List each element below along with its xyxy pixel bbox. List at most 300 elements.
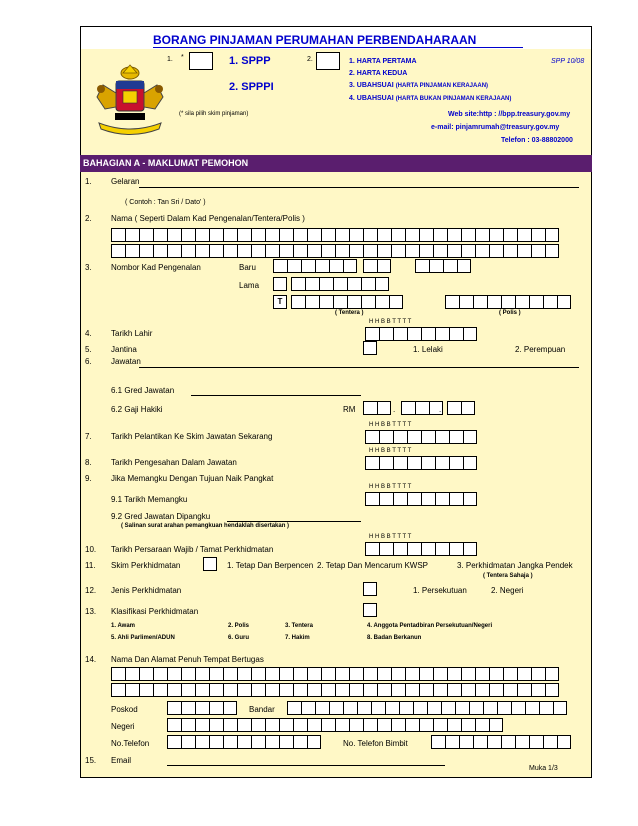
entry-cell[interactable] bbox=[531, 667, 545, 681]
entry-cell[interactable] bbox=[419, 228, 433, 242]
entry-cell[interactable] bbox=[377, 718, 391, 732]
entry-cell[interactable] bbox=[401, 401, 415, 415]
police-number-boxes[interactable] bbox=[445, 295, 571, 309]
entry-cell[interactable] bbox=[435, 327, 449, 341]
entry-cell[interactable] bbox=[125, 228, 139, 242]
entry-cell[interactable] bbox=[365, 430, 379, 444]
entry-cell[interactable] bbox=[279, 718, 293, 732]
entry-cell[interactable] bbox=[391, 718, 405, 732]
entry-cell[interactable] bbox=[209, 667, 223, 681]
entry-cell[interactable] bbox=[293, 683, 307, 697]
entry-cell[interactable] bbox=[365, 542, 379, 556]
entry-cell[interactable] bbox=[421, 492, 435, 506]
entry-cell[interactable] bbox=[167, 683, 181, 697]
entry-cell[interactable] bbox=[335, 228, 349, 242]
entry-cell[interactable] bbox=[305, 295, 319, 309]
entry-cell[interactable] bbox=[307, 228, 321, 242]
address-boxes-row-1[interactable] bbox=[111, 667, 559, 681]
entry-cell[interactable] bbox=[181, 718, 195, 732]
entry-cell[interactable] bbox=[475, 228, 489, 242]
entry-cell[interactable] bbox=[433, 244, 447, 258]
entry-cell[interactable] bbox=[167, 667, 181, 681]
entry-cell[interactable] bbox=[421, 430, 435, 444]
entry-cell[interactable] bbox=[321, 683, 335, 697]
entry-cell[interactable] bbox=[447, 718, 461, 732]
entry-cell[interactable] bbox=[475, 244, 489, 258]
mobile-boxes[interactable] bbox=[431, 735, 571, 749]
entry-cell[interactable] bbox=[357, 701, 371, 715]
entry-cell[interactable] bbox=[335, 244, 349, 258]
entry-cell[interactable] bbox=[455, 701, 469, 715]
entry-cell[interactable] bbox=[489, 228, 503, 242]
entry-cell[interactable] bbox=[457, 259, 471, 273]
entry-cell[interactable] bbox=[377, 683, 391, 697]
entry-cell[interactable] bbox=[223, 683, 237, 697]
entry-cell[interactable] bbox=[501, 735, 515, 749]
confirmation-date-boxes[interactable] bbox=[365, 456, 477, 470]
entry-cell[interactable] bbox=[475, 683, 489, 697]
entry-cell[interactable] bbox=[375, 277, 389, 291]
entry-cell[interactable] bbox=[489, 667, 503, 681]
entry-cell[interactable] bbox=[463, 430, 477, 444]
entry-cell[interactable] bbox=[487, 735, 501, 749]
entry-cell[interactable] bbox=[463, 492, 477, 506]
entry-cell[interactable] bbox=[429, 259, 443, 273]
city-boxes[interactable] bbox=[287, 701, 567, 715]
entry-cell[interactable] bbox=[463, 456, 477, 470]
entry-cell[interactable] bbox=[393, 327, 407, 341]
entry-cell[interactable] bbox=[237, 244, 251, 258]
entry-cell[interactable] bbox=[449, 327, 463, 341]
entry-cell[interactable] bbox=[167, 244, 181, 258]
entry-cell[interactable] bbox=[407, 492, 421, 506]
entry-cell[interactable] bbox=[111, 667, 125, 681]
name-boxes-row-2[interactable] bbox=[111, 244, 559, 258]
entry-cell[interactable] bbox=[251, 735, 265, 749]
entry-cell[interactable] bbox=[319, 295, 333, 309]
entry-cell[interactable] bbox=[447, 683, 461, 697]
entry-cell[interactable] bbox=[393, 492, 407, 506]
grade-line[interactable] bbox=[191, 395, 361, 396]
entry-cell[interactable] bbox=[545, 683, 559, 697]
entry-cell[interactable] bbox=[407, 456, 421, 470]
entry-cell[interactable] bbox=[531, 683, 545, 697]
entry-cell[interactable] bbox=[251, 228, 265, 242]
state-boxes[interactable] bbox=[167, 718, 503, 732]
entry-cell[interactable] bbox=[531, 228, 545, 242]
entry-cell[interactable] bbox=[435, 492, 449, 506]
entry-cell[interactable] bbox=[385, 701, 399, 715]
entry-cell[interactable] bbox=[279, 667, 293, 681]
entry-cell[interactable] bbox=[407, 430, 421, 444]
entry-cell[interactable] bbox=[557, 295, 571, 309]
entry-cell[interactable] bbox=[291, 277, 305, 291]
entry-cell[interactable] bbox=[279, 244, 293, 258]
entry-cell[interactable] bbox=[223, 244, 237, 258]
entry-cell[interactable] bbox=[487, 295, 501, 309]
entry-cell[interactable] bbox=[545, 667, 559, 681]
entry-cell[interactable] bbox=[365, 327, 379, 341]
entry-cell[interactable] bbox=[349, 683, 363, 697]
salary-boxes-1[interactable] bbox=[363, 401, 391, 415]
entry-cell[interactable] bbox=[391, 228, 405, 242]
entry-cell[interactable] bbox=[415, 259, 429, 273]
entry-cell[interactable] bbox=[459, 295, 473, 309]
entry-cell[interactable] bbox=[363, 401, 377, 415]
entry-cell[interactable] bbox=[195, 718, 209, 732]
entry-cell[interactable] bbox=[445, 735, 459, 749]
entry-cell[interactable] bbox=[405, 683, 419, 697]
entry-cell[interactable] bbox=[321, 228, 335, 242]
entry-cell[interactable] bbox=[483, 701, 497, 715]
entry-cell[interactable] bbox=[209, 228, 223, 242]
entry-cell[interactable] bbox=[279, 735, 293, 749]
entry-cell[interactable] bbox=[251, 683, 265, 697]
address-boxes-row-2[interactable] bbox=[111, 683, 559, 697]
entry-cell[interactable] bbox=[195, 244, 209, 258]
entry-cell[interactable] bbox=[543, 735, 557, 749]
entry-cell[interactable] bbox=[407, 542, 421, 556]
entry-cell[interactable] bbox=[391, 667, 405, 681]
ic-new-boxes-1[interactable] bbox=[273, 259, 357, 273]
entry-cell[interactable] bbox=[469, 701, 483, 715]
entry-cell[interactable] bbox=[287, 701, 301, 715]
entry-cell[interactable] bbox=[449, 542, 463, 556]
entry-cell[interactable] bbox=[307, 244, 321, 258]
entry-cell[interactable] bbox=[153, 228, 167, 242]
entry-cell[interactable] bbox=[265, 244, 279, 258]
entry-cell[interactable] bbox=[461, 401, 475, 415]
entry-cell[interactable] bbox=[435, 430, 449, 444]
entry-cell[interactable] bbox=[393, 456, 407, 470]
entry-cell[interactable] bbox=[435, 542, 449, 556]
entry-cell[interactable] bbox=[301, 701, 315, 715]
entry-cell[interactable] bbox=[333, 295, 347, 309]
entry-cell[interactable] bbox=[195, 735, 209, 749]
entry-cell[interactable] bbox=[333, 277, 347, 291]
entry-cell[interactable] bbox=[413, 701, 427, 715]
entry-cell[interactable] bbox=[379, 430, 393, 444]
entry-cell[interactable] bbox=[379, 327, 393, 341]
entry-cell[interactable] bbox=[237, 667, 251, 681]
ic-old-prefix-box[interactable] bbox=[273, 277, 287, 291]
entry-cell[interactable] bbox=[415, 401, 429, 415]
entry-cell[interactable] bbox=[433, 683, 447, 697]
entry-cell[interactable] bbox=[515, 735, 529, 749]
entry-cell[interactable] bbox=[167, 228, 181, 242]
website[interactable]: Web site:http : //bpp.treasury.gov.my bbox=[448, 111, 571, 118]
entry-cell[interactable] bbox=[343, 701, 357, 715]
entry-cell[interactable] bbox=[279, 228, 293, 242]
entry-cell[interactable] bbox=[503, 667, 517, 681]
entry-cell[interactable] bbox=[265, 718, 279, 732]
entry-cell[interactable] bbox=[475, 718, 489, 732]
entry-cell[interactable] bbox=[139, 667, 153, 681]
entry-cell[interactable] bbox=[347, 295, 361, 309]
entry-cell[interactable] bbox=[209, 683, 223, 697]
entry-cell[interactable] bbox=[237, 735, 251, 749]
entry-cell[interactable] bbox=[153, 244, 167, 258]
entry-cell[interactable] bbox=[307, 718, 321, 732]
entry-cell[interactable] bbox=[251, 667, 265, 681]
entry-cell[interactable] bbox=[539, 701, 553, 715]
email-line[interactable] bbox=[167, 765, 445, 766]
entry-cell[interactable] bbox=[371, 701, 385, 715]
entry-cell[interactable] bbox=[237, 228, 251, 242]
entry-cell[interactable] bbox=[399, 701, 413, 715]
entry-cell[interactable] bbox=[349, 244, 363, 258]
entry-cell[interactable] bbox=[435, 456, 449, 470]
entry-cell[interactable] bbox=[293, 244, 307, 258]
entry-cell[interactable] bbox=[335, 718, 349, 732]
phone-boxes[interactable] bbox=[167, 735, 321, 749]
entry-cell[interactable] bbox=[321, 244, 335, 258]
entry-cell[interactable] bbox=[361, 295, 375, 309]
entry-cell[interactable] bbox=[223, 228, 237, 242]
entry-cell[interactable] bbox=[181, 735, 195, 749]
entry-cell[interactable] bbox=[329, 259, 343, 273]
entry-cell[interactable] bbox=[461, 228, 475, 242]
entry-cell[interactable] bbox=[293, 667, 307, 681]
entry-cell[interactable] bbox=[365, 456, 379, 470]
entry-cell[interactable] bbox=[153, 667, 167, 681]
title-line[interactable] bbox=[139, 187, 579, 188]
entry-cell[interactable] bbox=[461, 244, 475, 258]
entry-cell[interactable] bbox=[181, 228, 195, 242]
appointment-date-boxes[interactable] bbox=[365, 430, 477, 444]
service-type-box[interactable] bbox=[363, 582, 377, 596]
acting-grade-line[interactable] bbox=[227, 521, 361, 522]
entry-cell[interactable] bbox=[433, 667, 447, 681]
position-line[interactable] bbox=[139, 367, 579, 368]
entry-cell[interactable] bbox=[473, 735, 487, 749]
entry-cell[interactable] bbox=[111, 228, 125, 242]
entry-cell[interactable] bbox=[265, 735, 279, 749]
entry-cell[interactable] bbox=[461, 667, 475, 681]
entry-cell[interactable] bbox=[365, 492, 379, 506]
entry-cell[interactable] bbox=[349, 228, 363, 242]
entry-cell[interactable] bbox=[265, 228, 279, 242]
entry-cell[interactable] bbox=[461, 718, 475, 732]
entry-cell[interactable] bbox=[125, 667, 139, 681]
entry-cell[interactable] bbox=[363, 718, 377, 732]
entry-cell[interactable] bbox=[319, 277, 333, 291]
salary-boxes-3[interactable] bbox=[447, 401, 475, 415]
entry-cell[interactable] bbox=[363, 259, 377, 273]
entry-cell[interactable] bbox=[489, 683, 503, 697]
entry-cell[interactable] bbox=[329, 701, 343, 715]
entry-cell[interactable] bbox=[405, 718, 419, 732]
entry-cell[interactable] bbox=[419, 718, 433, 732]
gender-box[interactable] bbox=[363, 341, 377, 355]
entry-cell[interactable] bbox=[251, 718, 265, 732]
scheme-option-2-checkbox[interactable] bbox=[316, 52, 340, 70]
entry-cell[interactable] bbox=[377, 667, 391, 681]
entry-cell[interactable] bbox=[195, 683, 209, 697]
entry-cell[interactable] bbox=[305, 277, 319, 291]
retirement-date-boxes[interactable] bbox=[365, 542, 477, 556]
classification-box[interactable] bbox=[363, 603, 377, 617]
entry-cell[interactable] bbox=[167, 718, 181, 732]
entry-cell[interactable] bbox=[445, 295, 459, 309]
entry-cell[interactable] bbox=[139, 228, 153, 242]
entry-cell[interactable] bbox=[447, 667, 461, 681]
entry-cell[interactable] bbox=[361, 277, 375, 291]
entry-cell[interactable] bbox=[419, 244, 433, 258]
entry-cell[interactable] bbox=[407, 327, 421, 341]
entry-cell[interactable] bbox=[335, 667, 349, 681]
entry-cell[interactable] bbox=[237, 718, 251, 732]
entry-cell[interactable] bbox=[525, 701, 539, 715]
entry-cell[interactable] bbox=[497, 701, 511, 715]
entry-cell[interactable] bbox=[181, 683, 195, 697]
entry-cell[interactable] bbox=[377, 259, 391, 273]
entry-cell[interactable] bbox=[529, 735, 543, 749]
entry-cell[interactable] bbox=[511, 701, 525, 715]
entry-cell[interactable] bbox=[405, 244, 419, 258]
entry-cell[interactable] bbox=[335, 683, 349, 697]
entry-cell[interactable] bbox=[293, 735, 307, 749]
entry-cell[interactable] bbox=[195, 701, 209, 715]
entry-cell[interactable] bbox=[223, 735, 237, 749]
ic-old-boxes[interactable] bbox=[291, 277, 389, 291]
entry-cell[interactable] bbox=[111, 683, 125, 697]
entry-cell[interactable] bbox=[377, 244, 391, 258]
ic-new-boxes-3[interactable] bbox=[415, 259, 471, 273]
entry-cell[interactable] bbox=[321, 718, 335, 732]
entry-cell[interactable] bbox=[459, 735, 473, 749]
entry-cell[interactable] bbox=[195, 228, 209, 242]
dob-boxes[interactable] bbox=[365, 327, 477, 341]
entry-cell[interactable] bbox=[209, 701, 223, 715]
scheme-option-1-checkbox[interactable] bbox=[189, 52, 213, 70]
entry-cell[interactable] bbox=[181, 667, 195, 681]
entry-cell[interactable] bbox=[291, 295, 305, 309]
salary-boxes-2[interactable] bbox=[401, 401, 443, 415]
entry-cell[interactable] bbox=[475, 667, 489, 681]
postcode-boxes[interactable] bbox=[167, 701, 237, 715]
entry-cell[interactable] bbox=[427, 701, 441, 715]
entry-cell[interactable] bbox=[503, 228, 517, 242]
entry-cell[interactable] bbox=[125, 683, 139, 697]
entry-cell[interactable] bbox=[379, 492, 393, 506]
entry-cell[interactable] bbox=[449, 430, 463, 444]
entry-cell[interactable] bbox=[503, 683, 517, 697]
entry-cell[interactable] bbox=[447, 228, 461, 242]
entry-cell[interactable] bbox=[377, 228, 391, 242]
army-number-boxes[interactable] bbox=[291, 295, 403, 309]
entry-cell[interactable] bbox=[343, 259, 357, 273]
entry-cell[interactable] bbox=[363, 667, 377, 681]
entry-cell[interactable] bbox=[167, 735, 181, 749]
entry-cell[interactable] bbox=[515, 295, 529, 309]
entry-cell[interactable] bbox=[391, 244, 405, 258]
entry-cell[interactable] bbox=[447, 401, 461, 415]
entry-cell[interactable] bbox=[489, 718, 503, 732]
entry-cell[interactable] bbox=[307, 667, 321, 681]
entry-cell[interactable] bbox=[443, 259, 457, 273]
entry-cell[interactable] bbox=[167, 701, 181, 715]
entry-cell[interactable] bbox=[251, 244, 265, 258]
entry-cell[interactable] bbox=[473, 295, 487, 309]
entry-cell[interactable] bbox=[301, 259, 315, 273]
entry-cell[interactable] bbox=[279, 683, 293, 697]
name-boxes-row-1[interactable] bbox=[111, 228, 559, 242]
entry-cell[interactable] bbox=[557, 735, 571, 749]
entry-cell[interactable] bbox=[553, 701, 567, 715]
entry-cell[interactable] bbox=[447, 244, 461, 258]
entry-cell[interactable] bbox=[517, 667, 531, 681]
entry-cell[interactable] bbox=[363, 228, 377, 242]
entry-cell[interactable] bbox=[405, 667, 419, 681]
entry-cell[interactable] bbox=[405, 228, 419, 242]
entry-cell[interactable] bbox=[545, 244, 559, 258]
entry-cell[interactable] bbox=[421, 327, 435, 341]
entry-cell[interactable] bbox=[419, 683, 433, 697]
entry-cell[interactable] bbox=[125, 244, 139, 258]
entry-cell[interactable] bbox=[209, 244, 223, 258]
entry-cell[interactable] bbox=[307, 683, 321, 697]
entry-cell[interactable] bbox=[111, 244, 125, 258]
entry-cell[interactable] bbox=[209, 735, 223, 749]
entry-cell[interactable] bbox=[529, 295, 543, 309]
entry-cell[interactable] bbox=[449, 456, 463, 470]
entry-cell[interactable] bbox=[181, 701, 195, 715]
entry-cell[interactable] bbox=[265, 667, 279, 681]
entry-cell[interactable] bbox=[517, 244, 531, 258]
entry-cell[interactable] bbox=[393, 430, 407, 444]
entry-cell[interactable] bbox=[379, 542, 393, 556]
acting-date-boxes[interactable] bbox=[365, 492, 477, 506]
entry-cell[interactable] bbox=[389, 295, 403, 309]
entry-cell[interactable] bbox=[433, 718, 447, 732]
entry-cell[interactable] bbox=[363, 683, 377, 697]
entry-cell[interactable] bbox=[363, 244, 377, 258]
entry-cell[interactable] bbox=[489, 244, 503, 258]
entry-cell[interactable] bbox=[503, 244, 517, 258]
entry-cell[interactable] bbox=[153, 683, 167, 697]
entry-cell[interactable] bbox=[307, 735, 321, 749]
ic-new-boxes-2[interactable] bbox=[363, 259, 391, 273]
entry-cell[interactable] bbox=[517, 228, 531, 242]
entry-cell[interactable] bbox=[543, 295, 557, 309]
entry-cell[interactable] bbox=[441, 701, 455, 715]
entry-cell[interactable] bbox=[223, 701, 237, 715]
entry-cell[interactable] bbox=[349, 667, 363, 681]
entry-cell[interactable] bbox=[461, 683, 475, 697]
entry-cell[interactable] bbox=[223, 667, 237, 681]
entry-cell[interactable] bbox=[293, 718, 307, 732]
entry-cell[interactable] bbox=[223, 718, 237, 732]
entry-cell[interactable] bbox=[349, 718, 363, 732]
entry-cell[interactable] bbox=[431, 735, 445, 749]
entry-cell[interactable] bbox=[419, 667, 433, 681]
entry-cell[interactable] bbox=[347, 277, 361, 291]
entry-cell[interactable] bbox=[293, 228, 307, 242]
entry-cell[interactable] bbox=[391, 683, 405, 697]
entry-cell[interactable] bbox=[287, 259, 301, 273]
entry-cell[interactable] bbox=[315, 259, 329, 273]
entry-cell[interactable] bbox=[463, 542, 477, 556]
entry-cell[interactable] bbox=[421, 456, 435, 470]
entry-cell[interactable] bbox=[375, 295, 389, 309]
entry-cell[interactable] bbox=[421, 542, 435, 556]
entry-cell[interactable] bbox=[433, 228, 447, 242]
entry-cell[interactable] bbox=[545, 228, 559, 242]
entry-cell[interactable] bbox=[517, 683, 531, 697]
entry-cell[interactable] bbox=[501, 295, 515, 309]
email-contact[interactable]: e-mail: pinjamrumah@treasury.gov.my bbox=[431, 124, 560, 131]
